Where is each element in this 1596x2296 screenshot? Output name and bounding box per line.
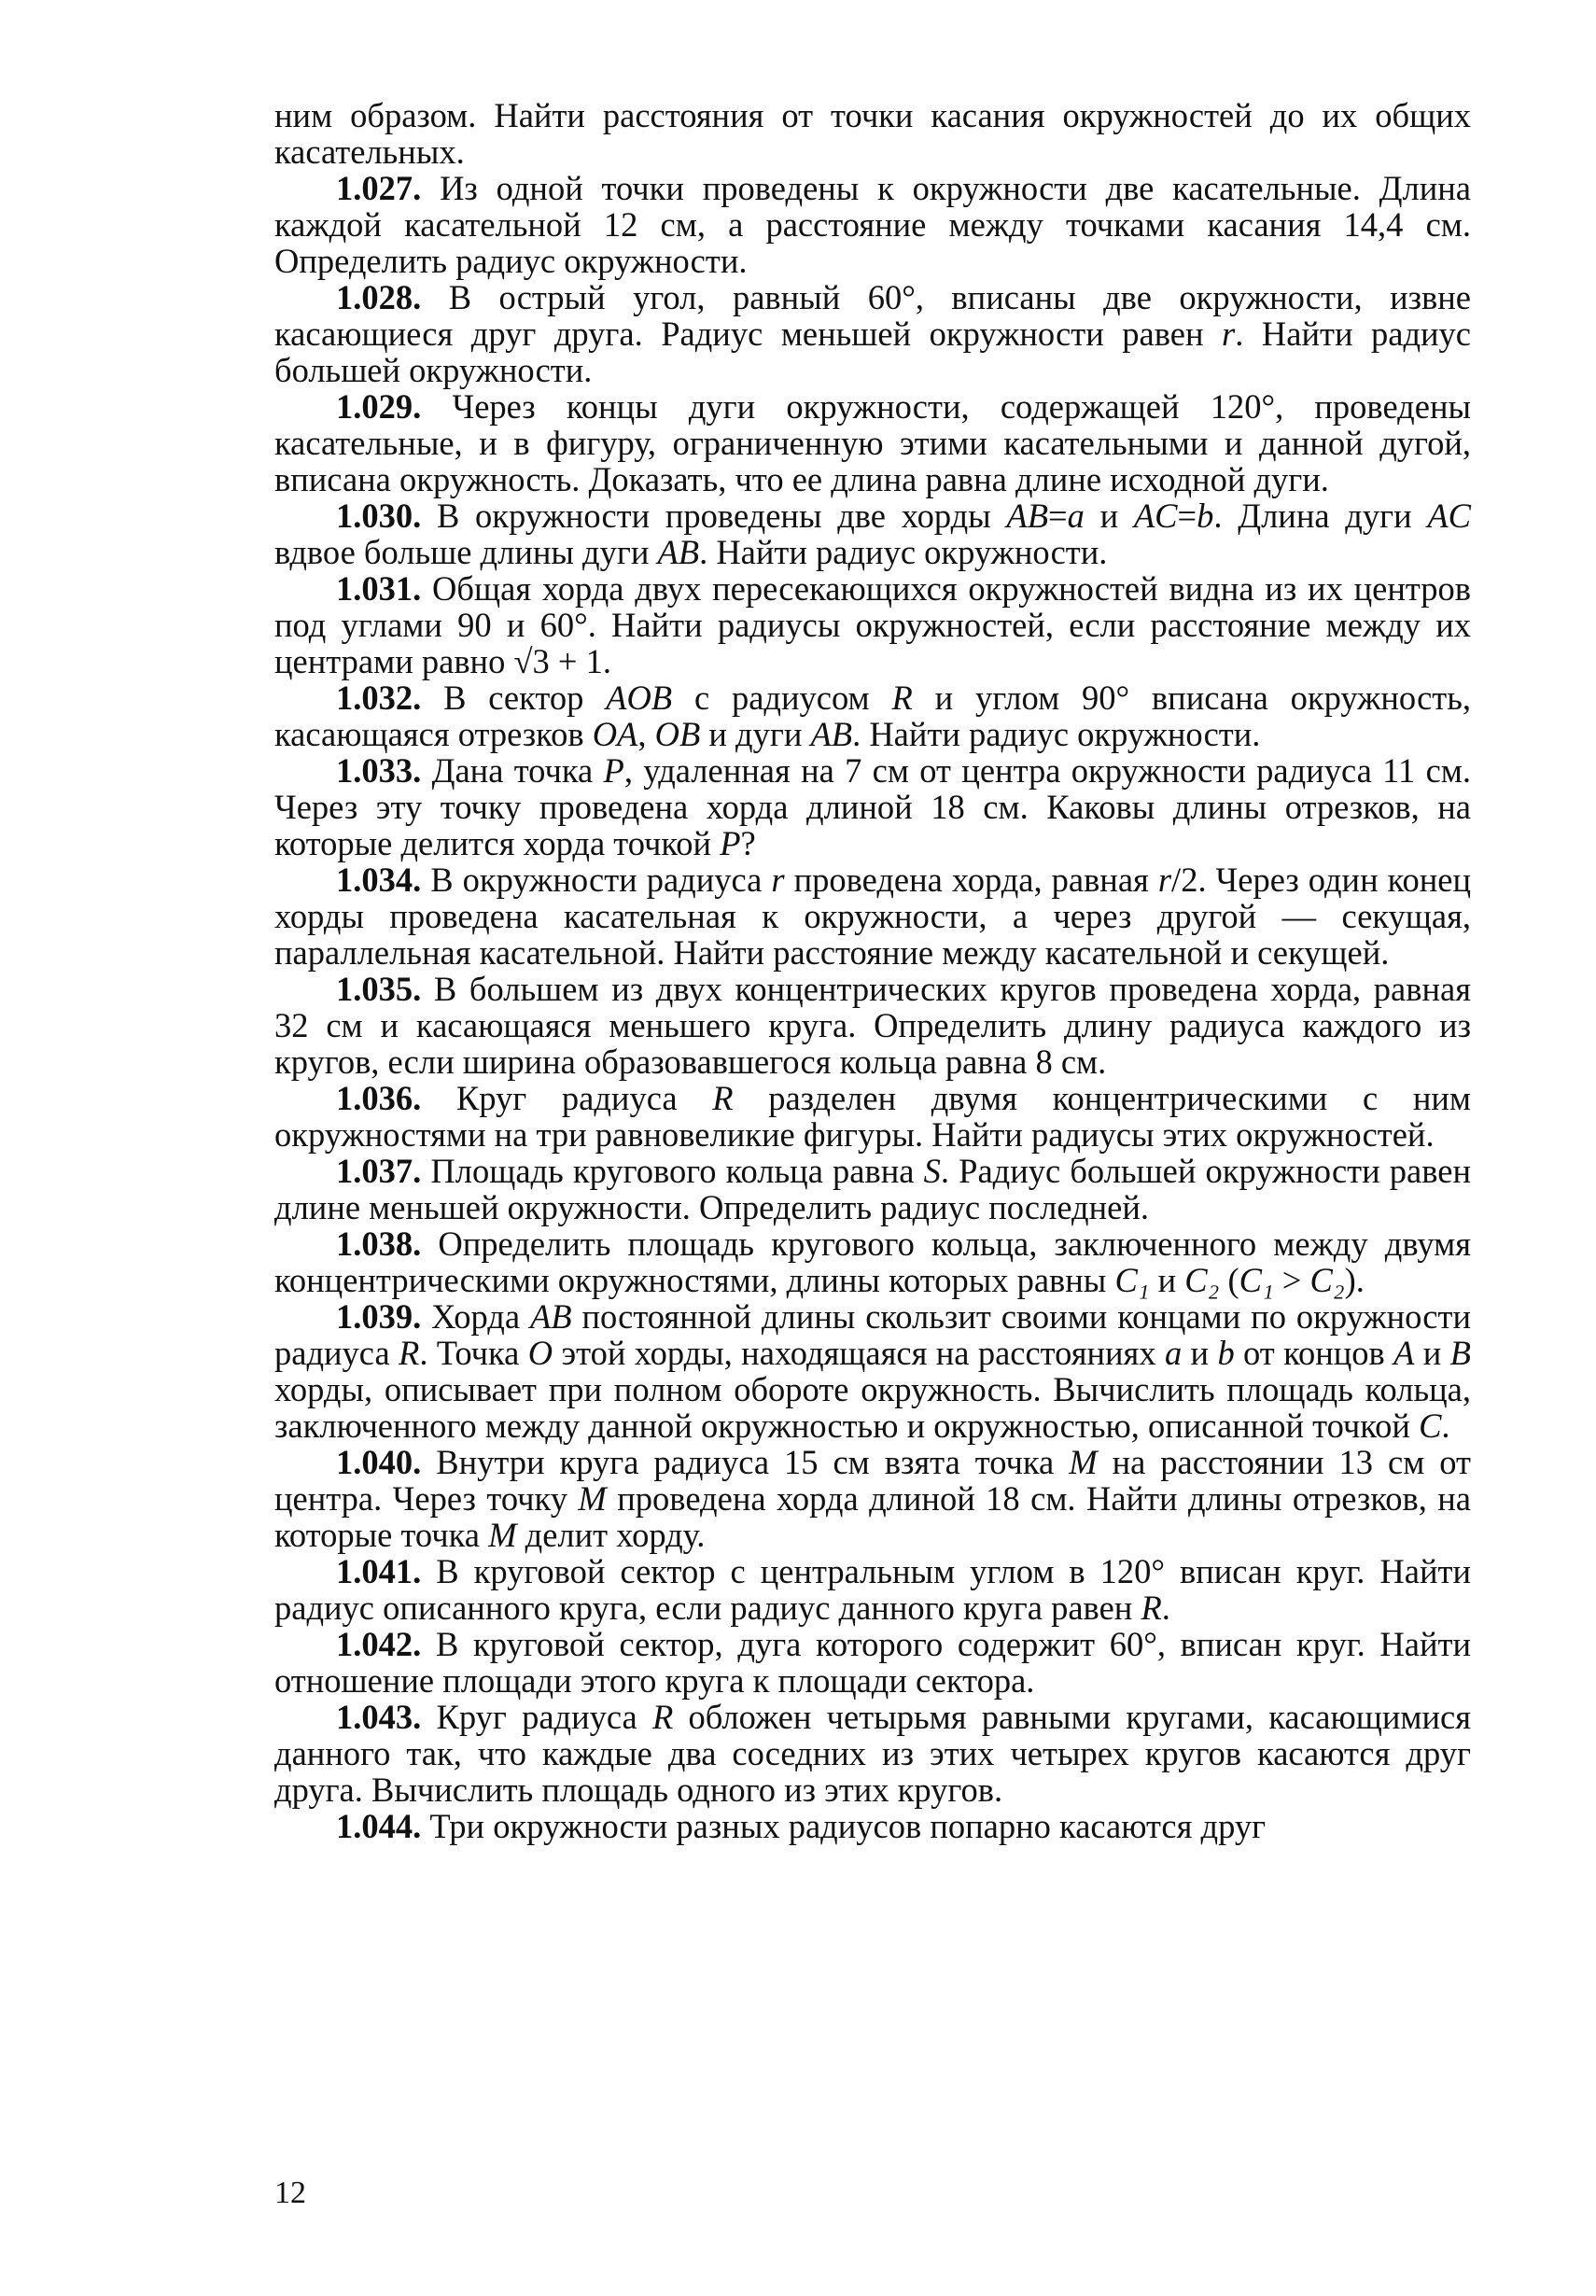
math-variable: C₁	[1239, 1261, 1274, 1299]
math-variable: a	[1067, 497, 1085, 535]
problem-text: и дуги	[700, 715, 811, 753]
problem-paragraph	[274, 570, 1471, 679]
problem-text: и	[1149, 1261, 1185, 1299]
math-variable: AOB	[606, 679, 673, 717]
math-variable: AB	[810, 715, 853, 753]
math-variable: M	[1069, 1443, 1098, 1481]
problem-text: от концов	[1234, 1334, 1394, 1372]
problem-text: разделен двумя концентрическими с ним окружностями на три равновеликие фигуры. Найти радиусы этих окружностей.	[274, 1079, 1472, 1154]
problem-text: Три окружности разных радиусов попарно касаются друг	[429, 1807, 1267, 1845]
math-variable: M	[488, 1516, 517, 1554]
math-variable: A	[1393, 1334, 1415, 1372]
problem-text: Через концы дуги окружности, содержащей 120°, проведены касательные, и в фигуру, ограниченную этими касательными и данной дугой, вписана окружность. Доказать, что ее длина равна длине исходной дуги.	[274, 387, 1471, 498]
problem-number: 1.043.	[336, 1698, 422, 1736]
problem-text: В окружности радиуса	[430, 861, 772, 899]
math-variable: M	[578, 1479, 607, 1518]
problem-text: В сектор	[443, 679, 607, 717]
problem-text: Круг радиуса	[436, 1698, 652, 1736]
math-variable: AC	[1427, 497, 1471, 535]
math-variable: OA	[592, 715, 638, 753]
problem-text: проведена хорда длиной 18 см. Найти длины отрезков, на которые точка	[274, 1479, 1471, 1554]
textbook-page	[274, 96, 1472, 2210]
problem-number: 1.040.	[336, 1443, 422, 1481]
problem-text: . Длина дуги	[1213, 497, 1428, 535]
math-variable: C	[1419, 1407, 1442, 1445]
problem-text: Определить площадь кругового кольца, заключенного между двумя концентрическими окружностями, длины которых равны	[274, 1225, 1471, 1299]
math-variable: O	[527, 1334, 553, 1372]
problem-paragraph	[274, 1699, 1471, 1808]
problem-text: постоянной длины скользит своими концами по окружности радиуса	[274, 1297, 1471, 1372]
problem-text: =	[1048, 497, 1068, 535]
math-variable: r	[1222, 315, 1236, 353]
problem-text: В окружности проведены две хорды	[436, 497, 1007, 535]
problem-number: 1.028.	[336, 278, 422, 316]
problem-text: . Найти радиус окружности.	[852, 715, 1261, 753]
problem-text: ним образом. Найти расстояния от точки касания окружностей до их общих касательных.	[274, 96, 1471, 171]
problem-text: с радиусом	[672, 679, 892, 717]
math-variable: R	[399, 1334, 420, 1372]
problem-number: 1.044.	[336, 1807, 422, 1845]
problem-number: 1.032.	[336, 679, 422, 717]
problem-text: хорды, описывает при полном обороте окружность. Вычислить площадь кольца, заключенного между данной окружностью и окружностью, описанной точкой	[274, 1370, 1471, 1445]
problem-text: проведена хорда, равная	[784, 861, 1158, 899]
math-variable: B	[1449, 1334, 1471, 1372]
math-variable: C₁	[1114, 1261, 1150, 1299]
math-variable: C₂	[1184, 1261, 1220, 1299]
problem-paragraph	[274, 1153, 1471, 1225]
problem-text: ,	[637, 715, 655, 753]
problem-text: делит хорду.	[516, 1516, 706, 1554]
problem-paragraph	[274, 1553, 1471, 1626]
problem-paragraph	[274, 497, 1471, 570]
problem-text: ).	[1344, 1261, 1365, 1299]
problem-paragraph	[274, 752, 1471, 861]
problem-text: Круг радиуса	[455, 1079, 713, 1117]
problem-text: (	[1219, 1261, 1239, 1299]
problem-text: В острый угол, равный 60°, вписаны две окружности, извне касающиеся друг друга. Радиус меньшей окружности равен	[274, 278, 1472, 353]
problem-paragraph	[274, 279, 1471, 388]
problem-number: 1.041.	[336, 1552, 422, 1590]
problem-list	[274, 97, 1471, 1844]
problem-text: /2. Через один конец хорды проведена касательная к окружности, а через другой — секущая, параллельная касательной. Найти расстояние между касательной и секущей.	[274, 861, 1472, 972]
math-variable: C₂	[1309, 1261, 1345, 1299]
problem-text: >	[1273, 1261, 1310, 1299]
problem-number: 1.039.	[336, 1297, 422, 1336]
problem-text: Площадь кругового кольца равна	[430, 1152, 924, 1190]
problem-paragraph	[274, 679, 1471, 752]
problem-text: В круговой сектор с центральным углом в 120° вписан круг. Найти радиус описанного круга, если радиус данного круга равен	[274, 1552, 1472, 1627]
problem-text: В большем из двух концентрических кругов проведена хорда, равная 32 см и касающаяся меньшего круга. Определить длину радиуса каждого из кругов, если ширина образовавшегося кольца равна 8 см.	[274, 970, 1472, 1081]
problem-paragraph	[274, 861, 1471, 971]
math-variable: R	[1141, 1589, 1162, 1627]
page-number: 12	[274, 2176, 306, 2210]
math-variable: S	[923, 1152, 941, 1190]
problem-number: 1.037.	[336, 1152, 422, 1190]
problem-text: и углом 90° вписана окружность, касающаяся отрезков	[274, 679, 1471, 753]
problem-number: 1.033.	[336, 751, 422, 790]
math-variable: AB	[657, 533, 700, 571]
math-variable: OB	[654, 715, 701, 753]
problem-text: .	[1441, 1407, 1450, 1445]
problem-paragraph	[274, 971, 1471, 1080]
problem-number: 1.027.	[336, 169, 422, 207]
math-variable: R	[891, 679, 913, 717]
continuation-paragraph	[274, 97, 1471, 170]
problem-number: 1.031.	[336, 569, 422, 608]
problem-paragraph	[274, 1225, 1471, 1298]
problem-number: 1.035.	[336, 970, 422, 1008]
problem-text: ?	[740, 824, 756, 862]
problem-text: Хорда	[431, 1297, 530, 1336]
math-variable: b	[1197, 497, 1214, 535]
problem-text: . Точка	[419, 1334, 528, 1372]
problem-number: 1.029.	[336, 387, 422, 426]
problem-number: 1.042.	[336, 1625, 422, 1663]
problem-text: =	[1177, 497, 1197, 535]
problem-text: и	[1182, 1334, 1218, 1372]
problem-paragraph	[274, 170, 1471, 279]
problem-text: . Радиус большей окружности равен длине меньшей окружности. Определить радиус последней.	[274, 1152, 1472, 1226]
problem-paragraph	[274, 1080, 1471, 1153]
problem-text: . Найти радиус большей окружности.	[274, 315, 1471, 389]
problem-paragraph	[274, 1298, 1471, 1444]
problem-text: Из одной точки проведены к окружности две касательные. Длина каждой касательной 12 см, а расстояние между точками касания 14,4 см. Определить радиус окружности.	[274, 169, 1472, 280]
math-variable: P	[720, 824, 741, 862]
problem-text: на расстоянии 13 см от центра. Через точку	[274, 1443, 1471, 1518]
problem-number: 1.034.	[336, 861, 422, 899]
math-variable: AC	[1133, 497, 1178, 535]
problem-text: и	[1414, 1334, 1450, 1372]
problem-paragraph	[274, 388, 1471, 497]
problem-text: этой хорды, находящаяся на расстояниях	[553, 1334, 1165, 1372]
problem-number: 1.030.	[336, 497, 422, 535]
problem-text: .	[1161, 1589, 1170, 1627]
problem-paragraph	[274, 1808, 1471, 1844]
math-variable: r	[1157, 861, 1172, 899]
problem-text: Внутри круга радиуса 15 см взята точка	[436, 1443, 1070, 1481]
problem-text: . Найти радиус окружности.	[699, 533, 1108, 571]
problem-number: 1.038.	[336, 1225, 422, 1263]
problem-text: обложен четырьмя равными кругами, касающимися данного так, что каждые два соседних из этих четырех кругов касаются друг друга. Вычислить площадь одного из этих кругов.	[274, 1698, 1472, 1809]
problem-text: , удаленная на 7 см от центра окружности радиуса 11 см. Через эту точку проведена хорда длиной 18 см. Каковы длины отрезков, на которые делится хорда точкой	[274, 751, 1471, 862]
math-variable: r	[771, 861, 785, 899]
problem-text: Дана точка	[431, 751, 604, 790]
math-variable: a	[1164, 1334, 1183, 1372]
problem-paragraph	[274, 1444, 1471, 1553]
math-variable: b	[1217, 1334, 1235, 1372]
problem-paragraph	[274, 1626, 1471, 1699]
math-variable: AB	[1006, 497, 1049, 535]
math-variable: P	[603, 751, 624, 790]
math-variable: R	[712, 1079, 734, 1117]
problem-text: Общая хорда двух пересекающихся окружностей видна из их центров под углами 90 и 60°. Найти радиусы окружностей, если расстояние между их центрами равно √3 + 1.	[274, 569, 1472, 680]
math-variable: R	[651, 1698, 674, 1736]
problem-text: В круговой сектор, дуга которого содержит 60°, вписан круг. Найти отношение площади этого круга к площади сектора.	[274, 1625, 1471, 1700]
problem-text: и	[1084, 497, 1134, 535]
problem-text: вдвое больше длины дуги	[274, 533, 658, 571]
math-variable: AB	[529, 1297, 572, 1336]
problem-number: 1.036.	[336, 1079, 422, 1117]
